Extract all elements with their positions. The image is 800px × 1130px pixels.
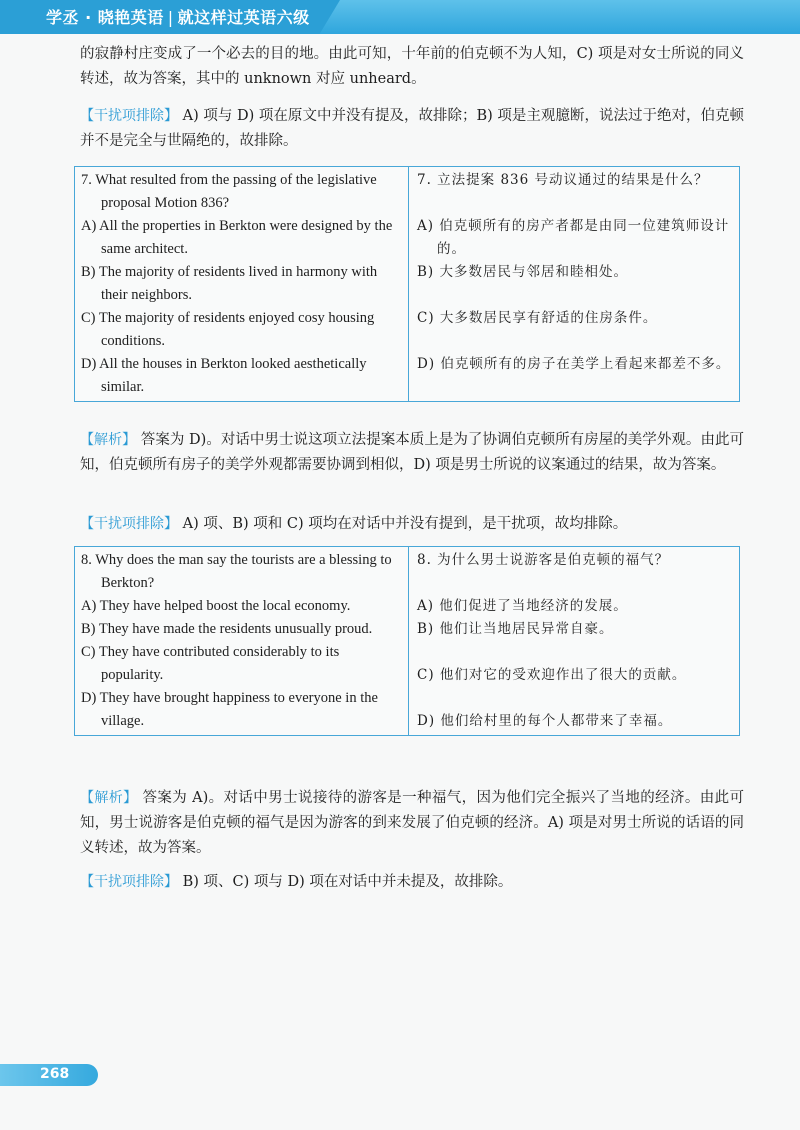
option-b-cn: B) 他们让当地居民异常自豪。 (417, 621, 614, 637)
header-bar (0, 0, 800, 34)
option-a-en: A) All the properties in Berkton were designed by the same architect. (81, 218, 393, 257)
distractor-text: A) 项、B) 项和 C) 项均在对话中并没有提到，是干扰项，故均排除。 (178, 516, 628, 532)
option-d-cn: D) 伯克顿所有的房子在美学上看起来都差不多。 (417, 356, 731, 372)
option-c-cn: C) 他们对它的受欢迎作出了很大的贡献。 (417, 667, 687, 683)
question-7-stem-cn: 7. 立法提案 836 号动议通过的结果是什么？ (417, 172, 709, 188)
option-d-en: D) They have brought happiness to everyone in the village. (81, 690, 378, 729)
distractor-tag: 【干扰项排除】 (80, 516, 178, 532)
question-7-distractor (80, 512, 744, 537)
page-number: 268 (40, 1066, 70, 1082)
question-8-stem-cn: 8. 为什么男士说游客是伯克顿的福气？ (417, 552, 670, 568)
distractor-tag: 【干扰项排除】 (80, 108, 179, 124)
question-8-english-column (75, 547, 409, 735)
intro-text: 的寂静村庄变成了一个必去的目的地。由此可知，十年前的伯克顿不为人知，C) 项是对女士所说的同义转述，故为答案，其中的 unknown 对应 unheard。 (80, 46, 744, 87)
header-title (46, 5, 310, 28)
question-7-stem-en: 7. What resulted from the passing of the legislative proposal Motion 836? (81, 172, 377, 211)
option-c-cn: C) 大多数居民享有舒适的住房条件。 (417, 310, 658, 326)
question-7-english-column (75, 167, 409, 401)
option-c-en: C) They have contributed considerably to its popularity. (81, 644, 340, 683)
question-7-chinese-column (409, 167, 739, 401)
option-a-cn: A) 他们促进了当地经济的发展。 (417, 598, 628, 614)
question-7-analysis (80, 428, 744, 478)
analysis-tag: 【解析】 (80, 790, 138, 806)
option-b-cn: B) 大多数居民与邻居和睦相处。 (417, 264, 628, 280)
analysis-tag: 【解析】 (80, 432, 137, 448)
analysis-text: 答案为 A)。对话中男士说接待的游客是一种福气，因为他们完全振兴了当地的经济。由此可知，男士说游客是伯克顿的福气是因为游客的到来发展了伯克顿的经济。A) 项是对男士所说的话语的同义转述，故为答案。 (80, 790, 745, 856)
distractor-tag: 【干扰项排除】 (80, 874, 178, 890)
header-separator: | (167, 8, 174, 27)
header-subtitle: 就这样过英语六级 (177, 8, 310, 27)
option-b-en: B) The majority of residents lived in harmony with their neighbors. (81, 264, 378, 303)
intro-paragraph (80, 42, 744, 92)
option-a-cn: A) 伯克顿所有的房产者都是由同一位建筑师设计的。 (417, 218, 730, 257)
question-8-distractor (80, 870, 744, 895)
header-brand: 学丞 · 晓艳英语 (46, 8, 164, 27)
intro-distractor-paragraph (80, 104, 744, 154)
distractor-text: A) 项与 D) 项在原文中并没有提及，故排除；B) 项是主观臆断，说法过于绝对，伯克顿并不是完全与世隔绝的，故排除。 (80, 108, 744, 149)
option-c-en: C) The majority of residents enjoyed cosy housing conditions. (81, 310, 375, 349)
page-number-tab (0, 1064, 98, 1086)
option-b-en: B) They have made the residents unusually proud. (81, 621, 373, 637)
option-d-en: D) All the houses in Berkton looked aesthetically similar. (81, 356, 367, 395)
option-d-cn: D) 他们给村里的每个人都带来了幸福。 (417, 713, 673, 729)
question-8-analysis (80, 786, 744, 861)
option-a-en: A) They have helped boost the local economy. (81, 598, 351, 614)
question-8-stem-en: 8. Why does the man say the tourists are a blessing to Berkton? (81, 552, 392, 591)
question-8-table (74, 546, 740, 736)
question-7-table (74, 166, 740, 402)
distractor-text: B) 项、C) 项与 D) 项在对话中并未提及，故排除。 (178, 874, 513, 890)
analysis-text: 答案为 D)。对话中男士说这项立法提案本质上是为了协调伯克顿所有房屋的美学外观。由此可知，伯克顿所有房子的美学外观都需要协调到相似，D) 项是男士所说的议案通过的结果，故为答案。 (80, 432, 745, 473)
question-8-chinese-column (409, 547, 739, 735)
